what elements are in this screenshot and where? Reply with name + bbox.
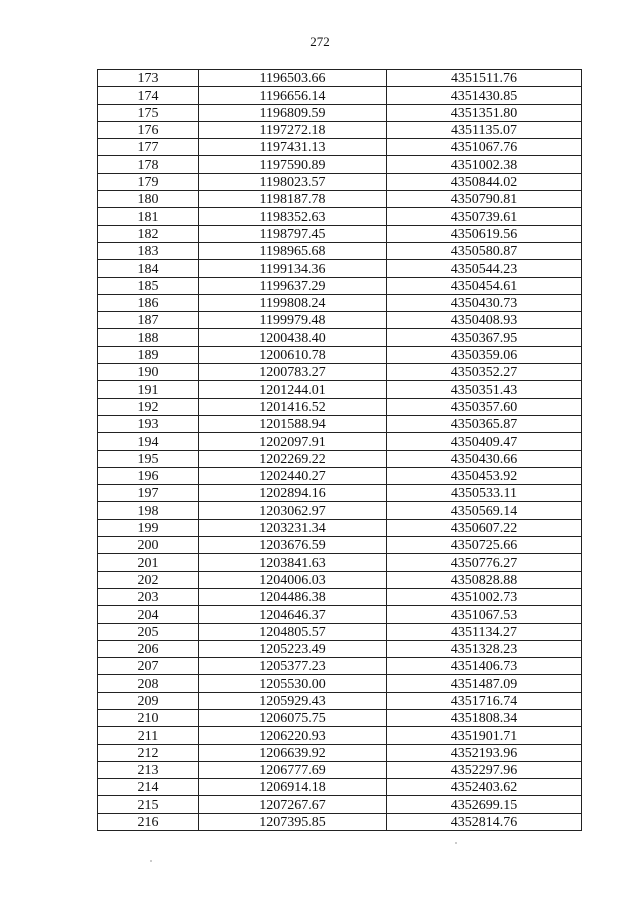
x-coordinate-cell: 1199637.29: [199, 277, 387, 294]
table-row: [98, 381, 582, 398]
y-coordinate-cell: 4351002.38: [387, 156, 582, 173]
x-coordinate-cell: 1205929.43: [199, 692, 387, 709]
point-number-cell: 200: [98, 537, 199, 554]
table-row: [98, 346, 582, 363]
y-coordinate-cell: 4350533.11: [387, 485, 582, 502]
y-coordinate-cell: 4350544.23: [387, 260, 582, 277]
table-row: [98, 329, 582, 346]
point-number-cell: 183: [98, 242, 199, 259]
x-coordinate-cell: 1204006.03: [199, 571, 387, 588]
point-number-cell: 209: [98, 692, 199, 709]
y-coordinate-cell: 4350725.66: [387, 537, 582, 554]
x-coordinate-cell: 1202097.91: [199, 433, 387, 450]
y-coordinate-cell: 4350359.06: [387, 346, 582, 363]
y-coordinate-cell: 4351135.07: [387, 121, 582, 138]
table-row: [98, 415, 582, 432]
table-row: [98, 467, 582, 484]
y-coordinate-cell: 4351002.73: [387, 588, 582, 605]
point-number-cell: 186: [98, 294, 199, 311]
x-coordinate-cell: 1196809.59: [199, 104, 387, 121]
point-number-cell: 211: [98, 727, 199, 744]
y-coordinate-cell: 4350619.56: [387, 225, 582, 242]
point-number-cell: 173: [98, 70, 199, 87]
y-coordinate-cell: 4350607.22: [387, 519, 582, 536]
x-coordinate-cell: 1200783.27: [199, 364, 387, 381]
table-row: [98, 242, 582, 259]
x-coordinate-cell: 1196656.14: [199, 87, 387, 104]
point-number-cell: 207: [98, 658, 199, 675]
x-coordinate-cell: 1203231.34: [199, 519, 387, 536]
y-coordinate-cell: 4350352.27: [387, 364, 582, 381]
point-number-cell: 190: [98, 364, 199, 381]
table-row: [98, 761, 582, 778]
table-row: [98, 294, 582, 311]
y-coordinate-cell: 4351067.76: [387, 139, 582, 156]
x-coordinate-cell: 1201416.52: [199, 398, 387, 415]
point-number-cell: 187: [98, 312, 199, 329]
point-number-cell: 181: [98, 208, 199, 225]
table-row: [98, 779, 582, 796]
point-number-cell: 188: [98, 329, 199, 346]
point-number-cell: 212: [98, 744, 199, 761]
table-row: [98, 225, 582, 242]
point-number-cell: 184: [98, 260, 199, 277]
point-number-cell: 179: [98, 173, 199, 190]
y-coordinate-cell: 4351328.23: [387, 640, 582, 657]
table-row: [98, 588, 582, 605]
point-number-cell: 205: [98, 623, 199, 640]
x-coordinate-cell: 1203062.97: [199, 502, 387, 519]
table-row: [98, 104, 582, 121]
table-row: [98, 277, 582, 294]
point-number-cell: 202: [98, 571, 199, 588]
table-row: [98, 606, 582, 623]
table-row: [98, 519, 582, 536]
point-number-cell: 198: [98, 502, 199, 519]
point-number-cell: 199: [98, 519, 199, 536]
x-coordinate-cell: 1198023.57: [199, 173, 387, 190]
table-row: [98, 121, 582, 138]
table-row: [98, 727, 582, 744]
x-coordinate-cell: 1205223.49: [199, 640, 387, 657]
table-row: [98, 208, 582, 225]
x-coordinate-cell: 1206914.18: [199, 779, 387, 796]
y-coordinate-cell: 4350409.47: [387, 433, 582, 450]
point-number-cell: 182: [98, 225, 199, 242]
y-coordinate-cell: 4350357.60: [387, 398, 582, 415]
table-row: [98, 537, 582, 554]
x-coordinate-cell: 1200610.78: [199, 346, 387, 363]
y-coordinate-cell: 4351134.27: [387, 623, 582, 640]
x-coordinate-cell: 1199808.24: [199, 294, 387, 311]
y-coordinate-cell: 4351511.76: [387, 70, 582, 87]
y-coordinate-cell: 4351406.73: [387, 658, 582, 675]
y-coordinate-cell: 4350739.61: [387, 208, 582, 225]
y-coordinate-cell: 4352297.96: [387, 761, 582, 778]
point-number-cell: 194: [98, 433, 199, 450]
table-row: [98, 640, 582, 657]
table-row: [98, 398, 582, 415]
point-number-cell: 192: [98, 398, 199, 415]
x-coordinate-cell: 1202894.16: [199, 485, 387, 502]
x-coordinate-cell: 1203676.59: [199, 537, 387, 554]
coordinates-table-body: [98, 70, 582, 831]
table-row: [98, 796, 582, 813]
x-coordinate-cell: 1198965.68: [199, 242, 387, 259]
x-coordinate-cell: 1197431.13: [199, 139, 387, 156]
x-coordinate-cell: 1201588.94: [199, 415, 387, 432]
table-row: [98, 554, 582, 571]
point-number-cell: 204: [98, 606, 199, 623]
y-coordinate-cell: 4350367.95: [387, 329, 582, 346]
x-coordinate-cell: 1198352.63: [199, 208, 387, 225]
y-coordinate-cell: 4350844.02: [387, 173, 582, 190]
x-coordinate-cell: 1206075.75: [199, 709, 387, 726]
x-coordinate-cell: 1200438.40: [199, 329, 387, 346]
table-row: [98, 485, 582, 502]
y-coordinate-cell: 4350408.93: [387, 312, 582, 329]
point-number-cell: 195: [98, 450, 199, 467]
point-number-cell: 208: [98, 675, 199, 692]
table-row: [98, 692, 582, 709]
point-number-cell: 191: [98, 381, 199, 398]
table-row: [98, 156, 582, 173]
point-number-cell: 213: [98, 761, 199, 778]
point-number-cell: 197: [98, 485, 199, 502]
y-coordinate-cell: 4351067.53: [387, 606, 582, 623]
y-coordinate-cell: 4350430.73: [387, 294, 582, 311]
x-coordinate-cell: 1204486.38: [199, 588, 387, 605]
point-number-cell: 174: [98, 87, 199, 104]
table-row: [98, 433, 582, 450]
table-row: [98, 623, 582, 640]
table-row: [98, 87, 582, 104]
point-number-cell: 193: [98, 415, 199, 432]
point-number-cell: 175: [98, 104, 199, 121]
point-number-cell: 178: [98, 156, 199, 173]
y-coordinate-cell: 4352403.62: [387, 779, 582, 796]
x-coordinate-cell: 1205377.23: [199, 658, 387, 675]
x-coordinate-cell: 1197590.89: [199, 156, 387, 173]
point-number-cell: 180: [98, 191, 199, 208]
x-coordinate-cell: 1199134.36: [199, 260, 387, 277]
y-coordinate-cell: 4351716.74: [387, 692, 582, 709]
point-number-cell: 210: [98, 709, 199, 726]
x-coordinate-cell: 1198797.45: [199, 225, 387, 242]
y-coordinate-cell: 4350453.92: [387, 467, 582, 484]
x-coordinate-cell: 1203841.63: [199, 554, 387, 571]
y-coordinate-cell: 4351487.09: [387, 675, 582, 692]
table-row: [98, 191, 582, 208]
y-coordinate-cell: 4352193.96: [387, 744, 582, 761]
coordinates-table: [97, 69, 582, 831]
point-number-cell: 201: [98, 554, 199, 571]
table-row: [98, 744, 582, 761]
x-coordinate-cell: 1204805.57: [199, 623, 387, 640]
x-coordinate-cell: 1202440.27: [199, 467, 387, 484]
x-coordinate-cell: 1204646.37: [199, 606, 387, 623]
y-coordinate-cell: 4350430.66: [387, 450, 582, 467]
y-coordinate-cell: 4351430.85: [387, 87, 582, 104]
point-number-cell: 206: [98, 640, 199, 657]
point-number-cell: 185: [98, 277, 199, 294]
point-number-cell: 177: [98, 139, 199, 156]
point-number-cell: 216: [98, 813, 199, 830]
y-coordinate-cell: 4350580.87: [387, 242, 582, 259]
y-coordinate-cell: 4352699.15: [387, 796, 582, 813]
scan-speck: [150, 860, 152, 862]
x-coordinate-cell: 1196503.66: [199, 70, 387, 87]
y-coordinate-cell: 4350828.88: [387, 571, 582, 588]
x-coordinate-cell: 1205530.00: [199, 675, 387, 692]
point-number-cell: 203: [98, 588, 199, 605]
point-number-cell: 214: [98, 779, 199, 796]
table-row: [98, 571, 582, 588]
y-coordinate-cell: 4351351.80: [387, 104, 582, 121]
table-row: [98, 139, 582, 156]
point-number-cell: 176: [98, 121, 199, 138]
y-coordinate-cell: 4351901.71: [387, 727, 582, 744]
x-coordinate-cell: 1206220.93: [199, 727, 387, 744]
table-row: [98, 70, 582, 87]
x-coordinate-cell: 1197272.18: [199, 121, 387, 138]
table-row: [98, 173, 582, 190]
y-coordinate-cell: 4351808.34: [387, 709, 582, 726]
y-coordinate-cell: 4350790.81: [387, 191, 582, 208]
y-coordinate-cell: 4350776.27: [387, 554, 582, 571]
x-coordinate-cell: 1201244.01: [199, 381, 387, 398]
table-row: [98, 502, 582, 519]
table-row: [98, 709, 582, 726]
x-coordinate-cell: 1202269.22: [199, 450, 387, 467]
table-row: [98, 364, 582, 381]
point-number-cell: 196: [98, 467, 199, 484]
point-number-cell: 189: [98, 346, 199, 363]
x-coordinate-cell: 1207395.85: [199, 813, 387, 830]
x-coordinate-cell: 1199979.48: [199, 312, 387, 329]
x-coordinate-cell: 1206639.92: [199, 744, 387, 761]
x-coordinate-cell: 1207267.67: [199, 796, 387, 813]
y-coordinate-cell: 4352814.76: [387, 813, 582, 830]
table-row: [98, 813, 582, 830]
table-row: [98, 675, 582, 692]
table-row: [98, 260, 582, 277]
y-coordinate-cell: 4350454.61: [387, 277, 582, 294]
scan-speck: [455, 842, 457, 844]
x-coordinate-cell: 1206777.69: [199, 761, 387, 778]
y-coordinate-cell: 4350365.87: [387, 415, 582, 432]
x-coordinate-cell: 1198187.78: [199, 191, 387, 208]
y-coordinate-cell: 4350569.14: [387, 502, 582, 519]
table-row: [98, 450, 582, 467]
page-number: 272: [310, 34, 330, 49]
point-number-cell: 215: [98, 796, 199, 813]
table-row: [98, 658, 582, 675]
table-row: [98, 312, 582, 329]
y-coordinate-cell: 4350351.43: [387, 381, 582, 398]
